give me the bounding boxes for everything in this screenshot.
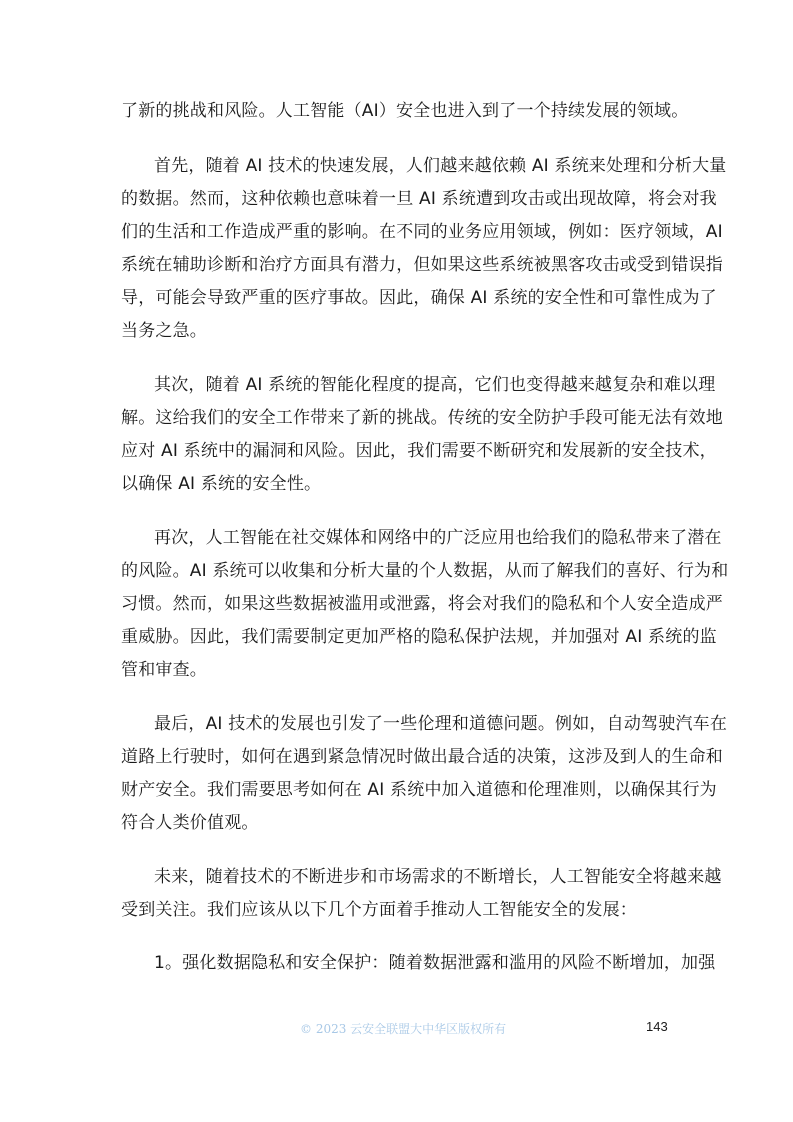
paragraph-line: 重威胁。因此，我们需要制定更加严格的隐私保护法规，并加强对 AI 系统的监: [121, 627, 717, 647]
paragraph-line: 受到关注。我们应该从以下几个方面着手推动人工智能安全的发展：: [121, 900, 637, 920]
paragraph-line: 再次，人工智能在社交媒体和网络中的广泛应用也给我们的隐私带来了潜在: [154, 528, 722, 548]
list-item-line: 1。强化数据隐私和安全保护：随着数据泄露和滥用的风险不断增加，加强: [154, 953, 716, 973]
paragraph-line: 首先，随着 AI 技术的快速发展，人们越来越依赖 AI 系统来处理和分析大量: [154, 156, 727, 176]
paragraph-line: 最后，AI 技术的发展也引发了一些伦理和道德问题。例如，自动驾驶汽车在: [154, 714, 728, 734]
paragraph-line: 财产安全。我们需要思考如何在 AI 系统中加入道德和伦理准则，以确保其行为: [121, 780, 717, 800]
paragraph-line: 道路上行驶时，如何在遇到紧急情况时做出最合适的决策，这涉及到人的生命和: [121, 747, 723, 767]
paragraph-line: 导，可能会导致严重的医疗事故。因此，确保 AI 系统的安全性和可靠性成为了: [121, 288, 717, 308]
paragraph-line: 当务之急。: [121, 321, 207, 341]
paragraph-line: 了新的挑战和风险。人工智能（AI）安全也进入到了一个持续发展的领域。: [121, 101, 689, 121]
paragraph-line: 符合人类价值观。: [121, 813, 259, 833]
footer-copyright: © 2023 云安全联盟大中华区版权所有: [300, 1022, 507, 1036]
paragraph-line: 解。这给我们的安全工作带来了新的挑战。传统的安全防护手段可能无法有效地: [121, 408, 723, 428]
paragraph-line: 未来，随着技术的不断进步和市场需求的不断增长，人工智能安全将越来越: [154, 867, 722, 887]
paragraph-line: 其次，随着 AI 系统的智能化程度的提高，它们也变得越来越复杂和难以理: [154, 375, 716, 395]
paragraph-line: 的数据。然而，这种依赖也意味着一旦 AI 系统遭到攻击或出现故障，将会对我: [121, 189, 717, 209]
paragraph-line: 管和审查。: [121, 660, 207, 680]
page-number: 143: [646, 1019, 668, 1034]
paragraph-line: 的风险。AI 系统可以收集和分析大量的个人数据，从而了解我们的喜好、行为和: [121, 561, 729, 581]
paragraph-line: 们的生活和工作造成严重的影响。在不同的业务应用领域，例如：医疗领域，AI: [121, 222, 723, 242]
paragraph-line: 应对 AI 系统中的漏洞和风险。因此，我们需要不断研究和发展新的安全技术，: [121, 441, 717, 461]
paragraph-line: 系统在辅助诊断和治疗方面具有潜力，但如果这些系统被黑客攻击或受到错误指: [121, 255, 723, 275]
paragraph-line: 以确保 AI 系统的安全性。: [121, 474, 322, 494]
paragraph-line: 习惯。然而，如果这些数据被滥用或泄露，将会对我们的隐私和个人安全造成严: [121, 594, 723, 614]
